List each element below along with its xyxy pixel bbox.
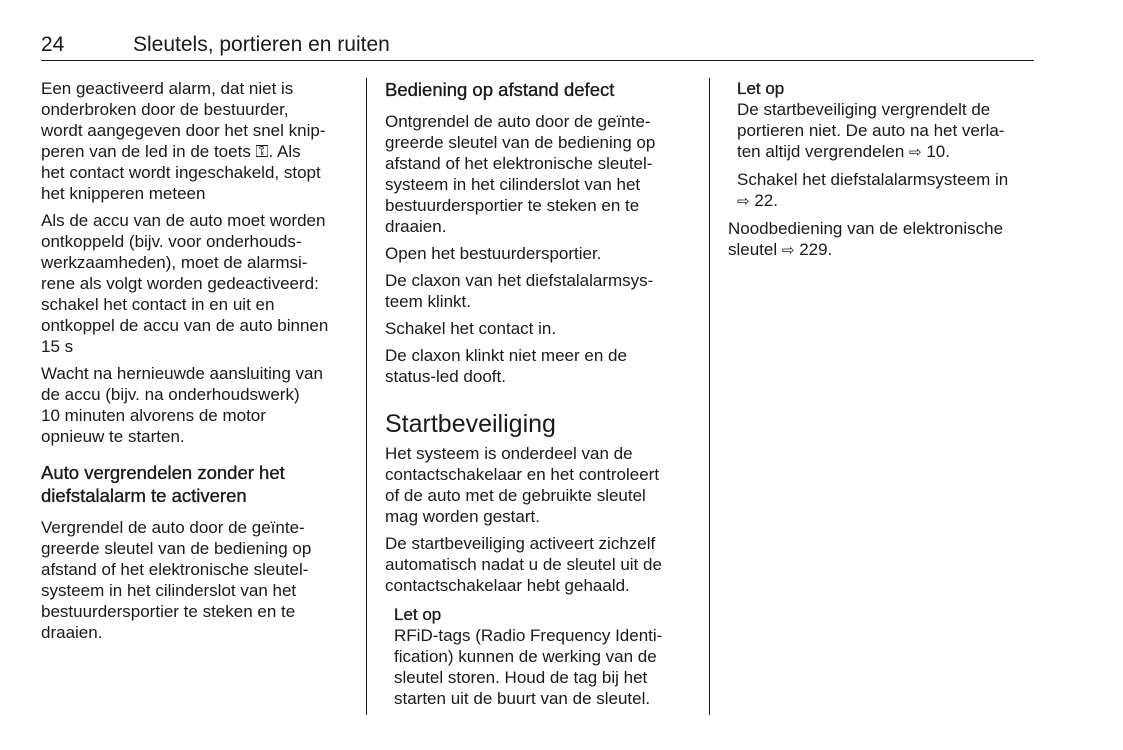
paragraph: Het systeem is onderdeel van de contactschakelaar en het controleert of de auto met de gebruikte sleutel mag worden gestart. — [385, 444, 660, 526]
chapter-title: Sleutels, portieren en ruiten — [133, 33, 390, 56]
column-3 — [728, 78, 1038, 267]
page-reference-link[interactable]: 10. — [926, 142, 950, 161]
note-title: Let op — [737, 79, 785, 98]
page-reference-arrow-icon: ⇨ — [781, 242, 795, 259]
section-heading: Bediening op afstand defect — [385, 79, 615, 100]
section-heading: Auto vergrendelen zonder het diefstalalarm te activeren — [41, 462, 285, 506]
paragraph: Schakel het contact in. — [385, 319, 557, 338]
page-reference-arrow-icon: ⇨ — [737, 193, 750, 210]
page-reference-arrow-icon: ⇨ — [909, 144, 922, 161]
paragraph: Vergrendel de auto door de geïnte- greerde sleutel van de bediening op afstand of het elektronische sleutel- systeem in het cilinderslot van het bestuurdersportier te steken en te draaien. — [41, 518, 312, 642]
note-text: Schakel het diefstalalarmsysteem in ⇨ 22. — [737, 170, 1009, 210]
note-text: RFiD-tags (Radio Frequency Identi- fication) kunnen de werking van de sleutel storen. Houd de tag bij het starten uit de buurt van de sleutel. — [394, 626, 663, 708]
column-divider — [366, 78, 367, 715]
paragraph: De claxon klinkt niet meer en de status-led dooft. — [385, 346, 627, 386]
page-number: 24 — [41, 33, 65, 56]
paragraph: Noodbediening van de elektronische sleutel ⇨ 229. — [728, 219, 1004, 259]
page-reference-link[interactable]: 22. — [754, 191, 778, 210]
note-text: De startbeveiliging vergrendelt de portieren niet. De auto na het verla- ten altijd vergrendelen ⇨ 10. — [737, 100, 1005, 161]
column-1 — [41, 78, 356, 649]
note-box — [394, 604, 690, 709]
alarm-key-icon: ⚿ — [255, 142, 269, 161]
column-divider — [709, 78, 710, 715]
column-2 — [385, 78, 690, 715]
paragraph: Ontgrendel de auto door de geïnte- greerde sleutel van de bediening op afstand of het elektronische sleutel- systeem in het cilinderslot van het bestuurdersportier te steken en te draaien. — [385, 112, 656, 236]
paragraph: Een geactiveerd alarm, dat niet is onderbroken door de bestuurder, wordt aangegeven door het snel knip- peren van de led in de toets ⚿. Als het contact wordt ingeschakeld, stopt het knipperen meteen — [41, 79, 326, 203]
page-header — [41, 30, 1034, 61]
paragraph: Als de accu van de auto moet worden ontkoppeld (bijv. voor onderhouds- werkzaamheden), moet de alarmsi- rene als volgt worden gedeactiveerd: schakel het contact in en uit en ontkoppel de accu van de auto binnen 15 s — [41, 211, 329, 356]
paragraph: Wacht na hernieuwde aansluiting van de accu (bijv. na onderhoudswerk) 10 minuten alvorens de motor opnieuw te starten. — [41, 364, 323, 446]
paragraph: De claxon van het diefstalalarmsys- teem klinkt. — [385, 271, 654, 311]
page-reference-link[interactable]: 229. — [799, 240, 833, 259]
paragraph: De startbeveiliging activeert zichzelf automatisch nadat u de sleutel uit de contactschakelaar hebt gehaald. — [385, 534, 662, 595]
note-box — [737, 78, 1038, 212]
paragraph: Open het bestuurdersportier. — [385, 244, 602, 263]
note-title: Let op — [394, 605, 442, 624]
section-title: Startbeveiliging — [385, 410, 556, 438]
